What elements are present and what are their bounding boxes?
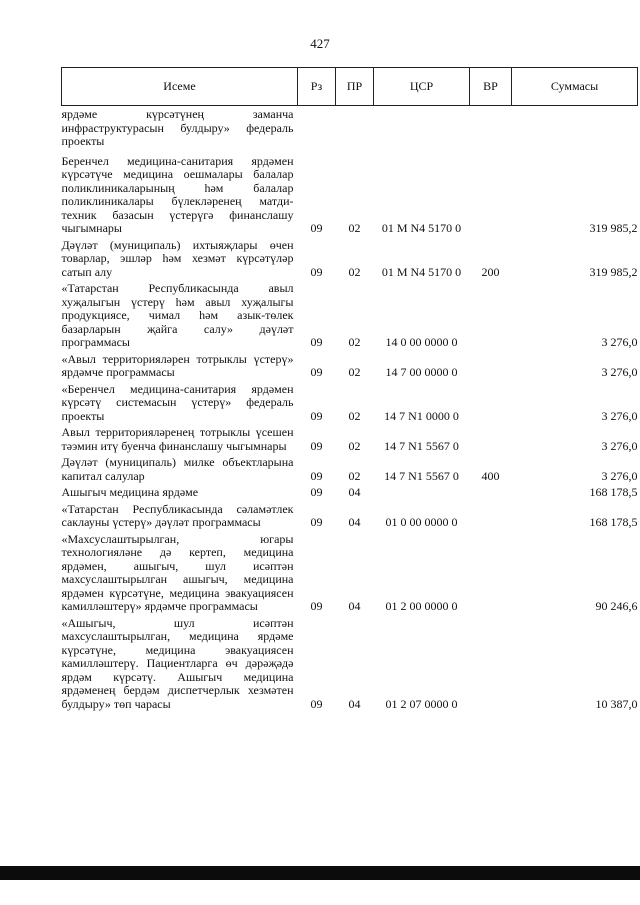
cell-csr: 14 7 00 0000 0 bbox=[385, 365, 458, 379]
table-row bbox=[62, 483, 638, 500]
cell-rz: 09 bbox=[310, 438, 323, 453]
table-row bbox=[62, 279, 638, 350]
cell-sum: 319 985,2 bbox=[589, 264, 638, 279]
cell-name bbox=[62, 483, 298, 500]
cell-pr: 02 bbox=[348, 264, 361, 279]
cell-sum: 3 276,0 bbox=[601, 468, 638, 483]
cell-pr: 02 bbox=[348, 438, 361, 453]
cell-csr: 14 7 N1 5567 0 bbox=[384, 438, 459, 453]
cell-rz: 09 bbox=[310, 335, 323, 349]
cell-name bbox=[62, 614, 298, 712]
cell-name bbox=[62, 236, 298, 280]
cell-pr bbox=[336, 106, 374, 149]
cell-csr: 14 7 N1 5567 0 bbox=[384, 468, 459, 483]
cell-vr bbox=[470, 530, 512, 614]
cell-vr bbox=[470, 106, 512, 149]
cell-pr: 02 bbox=[348, 335, 361, 349]
cell-vr bbox=[470, 350, 512, 380]
page-number: 427 bbox=[310, 36, 330, 51]
cell-pr: 02 bbox=[348, 221, 361, 235]
cell-sum bbox=[512, 106, 638, 149]
cell-csr: 01 2 00 0000 0 bbox=[385, 599, 458, 613]
cell-vr: 400 bbox=[481, 468, 500, 483]
cell-vr bbox=[470, 423, 512, 453]
cell-rz: 09 bbox=[310, 485, 323, 499]
table-header-row bbox=[62, 68, 638, 106]
scan-bottom-edge bbox=[0, 866, 640, 880]
cell-name bbox=[62, 380, 298, 424]
cell-rz: 09 bbox=[310, 515, 323, 529]
header-vr: ВР bbox=[470, 68, 512, 106]
cell-rz bbox=[298, 106, 336, 149]
header-pr: ПР bbox=[336, 68, 374, 106]
cell-sum: 319 985,2 bbox=[589, 221, 638, 235]
cell-csr bbox=[374, 483, 470, 500]
cell-name-text: Дәүләт (муниципаль) милке объектларына капитал салулар bbox=[61, 455, 294, 483]
header-name: Исеме bbox=[62, 68, 298, 106]
cell-name bbox=[62, 106, 298, 149]
table-row bbox=[62, 500, 638, 530]
cell-vr bbox=[470, 483, 512, 500]
table-row bbox=[62, 106, 638, 149]
cell-name-text: Авыл территорияләренең тотрыклы үсешен тәэмин итү буенча финанслашу чыгымнары bbox=[61, 425, 294, 453]
header-sum: Суммасы bbox=[512, 68, 638, 106]
cell-csr: 01 0 00 0000 0 bbox=[385, 515, 458, 529]
table-row bbox=[62, 350, 638, 380]
cell-name-text: «Татарстан Республикасында сәламәтлек саклауны үстерү» дәүләт программасы bbox=[61, 501, 294, 529]
cell-pr: 04 bbox=[348, 696, 361, 711]
cell-rz: 09 bbox=[310, 599, 323, 613]
cell-rz: 09 bbox=[310, 468, 323, 483]
cell-vr bbox=[470, 149, 512, 236]
cell-pr: 02 bbox=[348, 408, 361, 423]
cell-name bbox=[62, 453, 298, 483]
cell-name-text: Дәүләт (муниципаль) ихтыяҗлары өчен товарлар, эшләр һәм хезмәт күрсәтүләр сатып алу bbox=[61, 237, 294, 279]
cell-name-text: «Ашыгыч, шул исәптән махсуслаштырылган, медицина ярдәме күрсәтүне, медицина эвакуациясен камилләштерү. Пациентларга өч дәрәҗәдә ярдәм күрсәтү. Ашыгыч медицина ярдәменең бердәм диспетчерлык хезмәтен булдыру» төп чарасы bbox=[61, 615, 294, 711]
cell-sum: 168 178,5 bbox=[589, 515, 638, 529]
cell-sum: 90 246,6 bbox=[595, 599, 638, 613]
cell-vr bbox=[470, 279, 512, 350]
cell-pr: 02 bbox=[348, 468, 361, 483]
cell-csr: 01 2 07 0000 0 bbox=[385, 696, 458, 711]
header-rz: Рз bbox=[298, 68, 336, 106]
cell-name-text: «Авыл территорияләрен тотрыклы үстерү» ярдәмче программасы bbox=[61, 351, 294, 379]
cell-name-text: Беренчел медицина-санитария ярдәмен күрсәтүче медицина оешмалары балалар поликлиникаларының һәм балалар поликлиникалары бүлекләренең матди-техник базасын үстерүгә финанслашу чыгымнары bbox=[61, 153, 294, 235]
table-row bbox=[62, 423, 638, 453]
cell-rz: 09 bbox=[310, 696, 323, 711]
cell-pr: 04 bbox=[348, 515, 361, 529]
cell-name-text: «Махсуслаштырылган, югары технологияләне дә кертеп, медицина ярдәмен, ашыгыч, шул исәптән махсуслаштырылган ашыгыч, медицина ярдәмен күрсәтүне, медицина эвакуациясен камилләштерү» ярдәмче программасы bbox=[61, 531, 294, 613]
cell-sum: 168 178,5 bbox=[589, 485, 638, 499]
cell-sum: 3 276,0 bbox=[601, 335, 638, 349]
cell-sum: 10 387,0 bbox=[595, 696, 638, 711]
cell-name bbox=[62, 500, 298, 530]
table-row bbox=[62, 380, 638, 424]
cell-rz: 09 bbox=[310, 264, 323, 279]
cell-sum: 3 276,0 bbox=[601, 438, 638, 453]
cell-rz: 09 bbox=[310, 221, 323, 235]
table-body bbox=[62, 106, 638, 712]
cell-rz: 09 bbox=[310, 408, 323, 423]
cell-name bbox=[62, 350, 298, 380]
cell-csr: 01 М N4 5170 0 bbox=[381, 221, 462, 235]
cell-name-text: «Татарстан Республикасында авыл хуҗалыгын үстерү һәм авыл хуҗалыгы продукциясе, чимал һәм азык-төлек базарларын җайга салу» дәүләт программасы bbox=[61, 281, 294, 349]
cell-name bbox=[62, 279, 298, 350]
table-row bbox=[62, 453, 638, 483]
cell-csr: 14 0 00 0000 0 bbox=[385, 335, 458, 349]
cell-vr bbox=[470, 380, 512, 424]
cell-rz: 09 bbox=[310, 365, 323, 379]
cell-csr: 14 7 N1 0000 0 bbox=[384, 408, 459, 423]
budget-table bbox=[61, 67, 638, 711]
table-row bbox=[62, 149, 638, 236]
cell-pr: 04 bbox=[348, 599, 361, 613]
cell-csr: 01 М N4 5170 0 bbox=[381, 264, 462, 279]
header-csr: ЦСР bbox=[374, 68, 470, 106]
table-row bbox=[62, 530, 638, 614]
cell-vr bbox=[470, 614, 512, 712]
cell-pr: 02 bbox=[348, 365, 361, 379]
cell-name bbox=[62, 149, 298, 236]
cell-name bbox=[62, 423, 298, 453]
cell-csr bbox=[374, 106, 470, 149]
cell-name-text: Ашыгыч медицина ярдәме bbox=[61, 485, 199, 499]
table-row bbox=[62, 614, 638, 712]
cell-pr: 04 bbox=[348, 485, 361, 499]
cell-name-text: «Беренчел медицина-санитария ярдәмен күрсәтү системасын үстерү» федераль проекты bbox=[61, 381, 294, 423]
cell-name bbox=[62, 530, 298, 614]
table-row bbox=[62, 236, 638, 280]
cell-sum: 3 276,0 bbox=[601, 365, 638, 379]
cell-vr: 200 bbox=[481, 264, 500, 279]
cell-sum: 3 276,0 bbox=[601, 408, 638, 423]
cell-name-text: ярдәме күрсәтүнең заманча инфраструктурасын булдыру» федераль проекты bbox=[61, 107, 294, 148]
cell-vr bbox=[470, 500, 512, 530]
